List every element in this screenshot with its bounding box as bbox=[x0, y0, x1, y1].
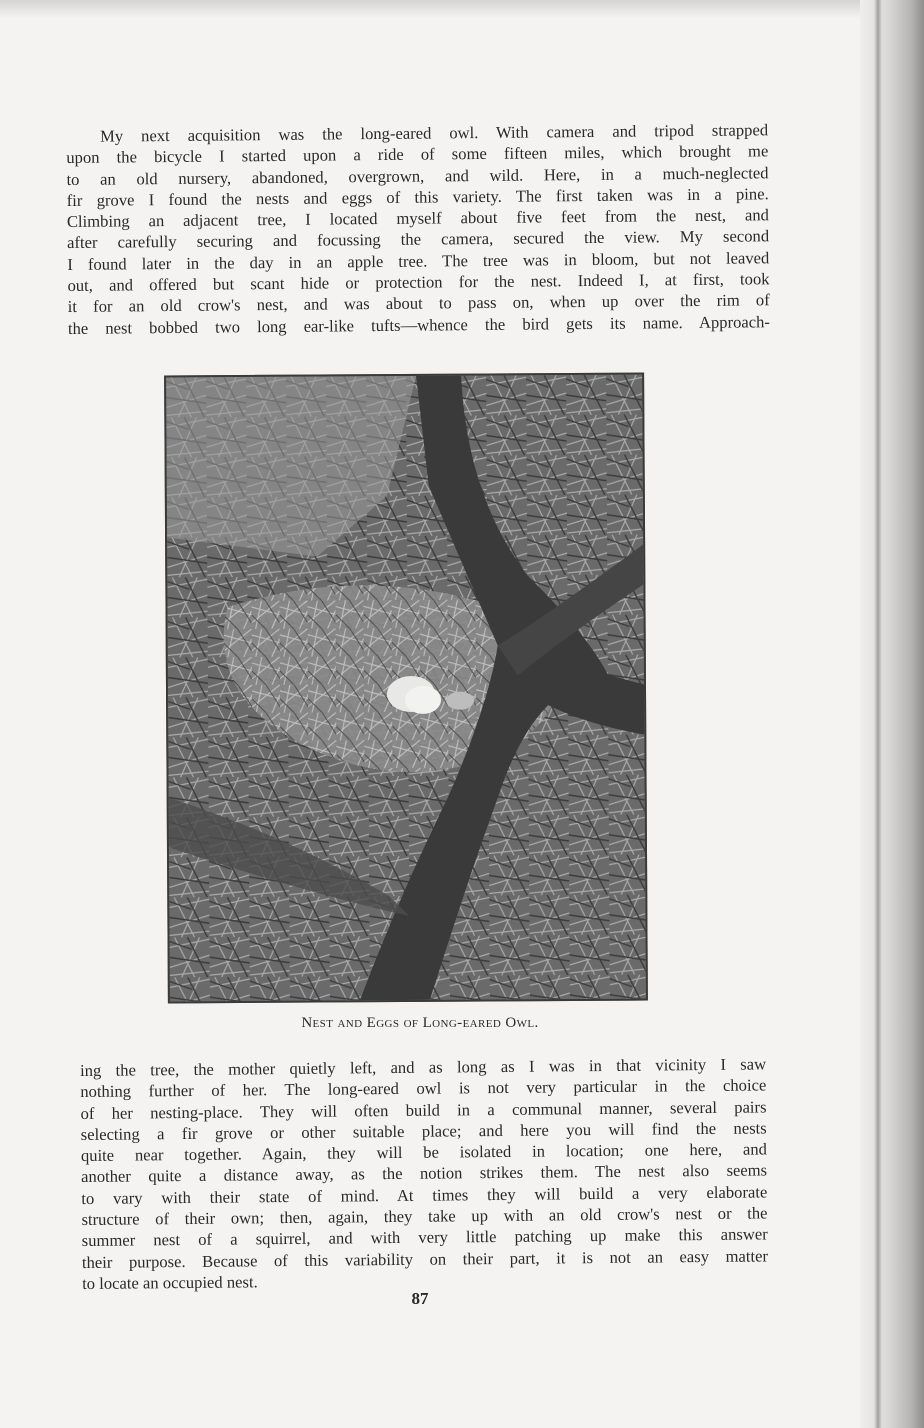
text-line: after carefully securing and focussing the camera, secured the view. My second bbox=[67, 226, 770, 253]
page-number: 87 bbox=[411, 1289, 429, 1308]
plate-caption: Nest and Eggs of Long-eared Owl. bbox=[301, 1015, 539, 1031]
nest-photograph-illustration bbox=[166, 375, 646, 1002]
text-line: selecting a fir grove or other suitable place; and here you will find the nests bbox=[80, 1118, 767, 1144]
text-line: summer nest of a squirrel, and with very little patching up make this answer bbox=[81, 1224, 768, 1251]
text-line: upon the bicycle I started upon a ride of some fifteen miles, which brought me bbox=[66, 141, 769, 168]
text-line: of her nesting-place. They will often build in a communal manner, several pairs bbox=[80, 1097, 767, 1123]
text-line: out, and offered but scant hide or protection for the nest. Indeed I, at first, took bbox=[67, 269, 770, 296]
text-line: My next acquisition was the long-eared owl. With camera and tripod strapped bbox=[100, 120, 769, 146]
page-binding-edge bbox=[860, 0, 924, 1428]
text-line: nothing further of her. The long-eared owl is not very particular in the choice bbox=[80, 1075, 767, 1102]
text-line: to vary with their state of mind. At times they will build a very elaborate bbox=[81, 1182, 768, 1208]
text-line: the nest bobbed two long ear-like tufts—whence the bird gets its name. Approach- bbox=[67, 311, 770, 338]
text-line: it for an old crow's nest, and was about to pass on, when up over the rim of bbox=[67, 290, 770, 317]
nest-photograph bbox=[164, 373, 648, 1004]
text-line: ing the tree, the mother quietly left, and as long as I was in that vicinity I saw bbox=[80, 1054, 767, 1080]
text-line: Climbing an adjacent tree, I located myself about five feet from the nest, and bbox=[66, 205, 769, 232]
page-top-shadow bbox=[0, 0, 924, 18]
text-line: another quite a distance away, as the notion strikes them. The nest also seems bbox=[81, 1160, 768, 1187]
paragraph-bottom bbox=[80, 1053, 768, 1294]
paragraph-top bbox=[66, 119, 770, 339]
text-line: quite near together. Again, they will be isolated in location; one here, and bbox=[80, 1139, 767, 1166]
text-line: structure of their own; then, again, they take up with an old crow's nest or the bbox=[81, 1203, 768, 1230]
text-line: fir grove I found the nests and eggs of this variety. The first taken was in a pine. bbox=[66, 184, 769, 210]
text-line: to an old nursery, abandoned, overgrown, and wild. Here, in a much-neglected bbox=[66, 162, 769, 189]
text-line: I found later in the day in an apple tree. The tree was in bloom, but not leaved bbox=[67, 248, 770, 274]
text-line: their purpose. Because of this variability on their part, it is not an easy matter bbox=[81, 1246, 769, 1272]
text-line: to locate an occupied nest. bbox=[82, 1272, 258, 1293]
page-fold-shadow bbox=[874, 0, 882, 1428]
